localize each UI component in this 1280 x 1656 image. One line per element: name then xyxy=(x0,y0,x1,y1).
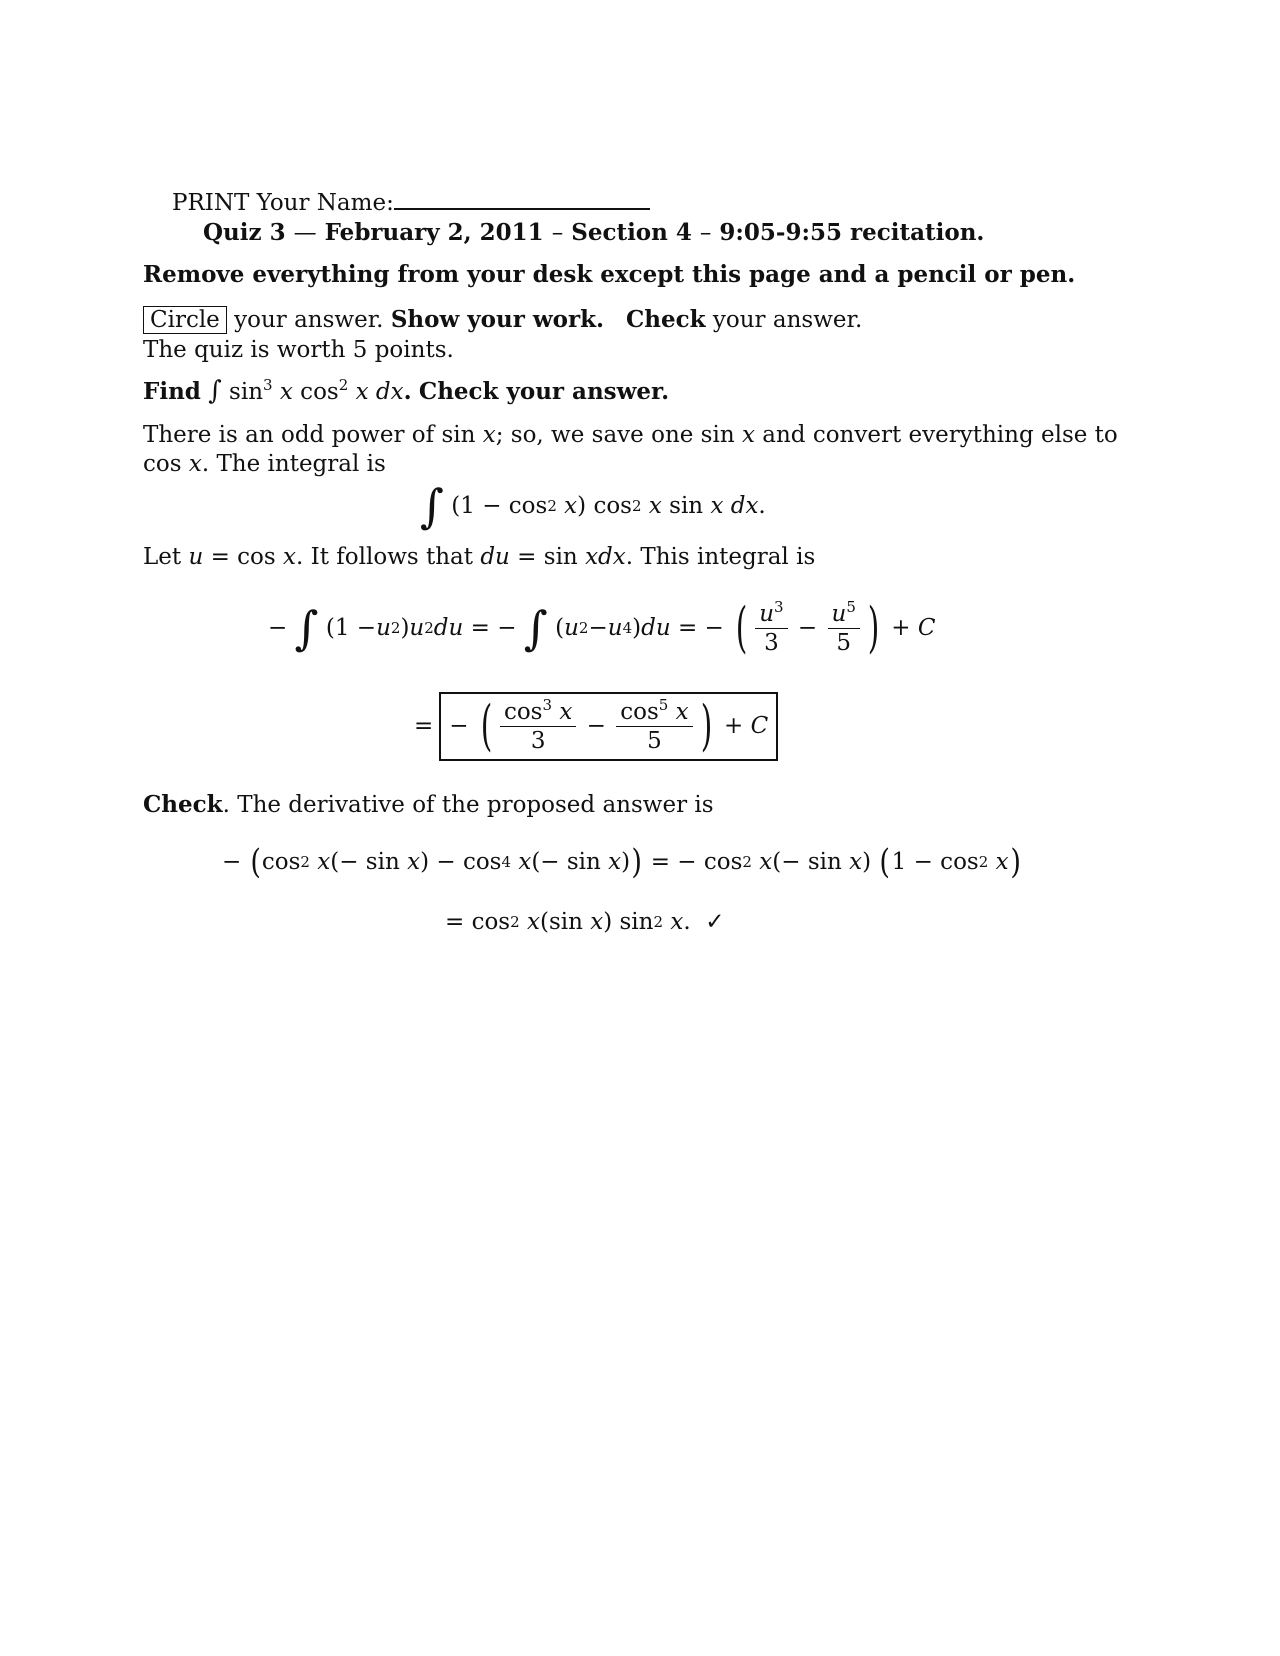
title-dash: – xyxy=(551,220,564,246)
check-answer-label: Check your answer. xyxy=(418,378,670,405)
quiz-title-line xyxy=(203,218,984,248)
equation-derivative-simplified: = cos 2 x (sin x ) sin 2 x . ✓ xyxy=(445,909,725,935)
solution-paragraph-line2: cos x. The integral is xyxy=(143,451,386,477)
instruction-text: your answer. xyxy=(705,307,863,333)
final-answer-row: = − ( $\frac{\cos^3 x}{3}$ − $\frac{\cos^5 x}{5}$ ) + C xyxy=(414,688,778,764)
quiz-title: Quiz 3 xyxy=(203,219,286,246)
quiz-section: Section 4 xyxy=(571,219,692,246)
find-label: Find xyxy=(143,378,201,405)
equation-substituted: − ∫ (1 − u 2 ) u 2 du = − ∫ ( u 2 − u 4 ) du = − ( $\frac{u^3}{3}$ − $\frac{u^5}{5}$ ) + C xyxy=(268,596,936,659)
instruction-text: your answer. xyxy=(226,307,391,333)
final-answer-box: − ( $\frac{\cos^3 x}{3}$ − $\frac{\cos^5 x}{5}$ ) + C xyxy=(439,692,778,761)
title-dash: — xyxy=(293,220,317,246)
answer-instructions xyxy=(143,305,862,335)
check-text: Check xyxy=(625,306,706,333)
show-work-text: Show your work. xyxy=(390,306,605,333)
name-blank-line[interactable] xyxy=(394,188,650,210)
checkmark-icon: ✓ xyxy=(705,909,725,935)
problem-integral: ∫ $\sin^3 x$ $\cos^2 x$ dx xyxy=(208,376,404,406)
check-heading: Check xyxy=(143,791,223,818)
points-note: The quiz is worth 5 points. xyxy=(143,337,454,363)
substitution-line: Let u = cos x. It follows that du = sin xdx. This integral is xyxy=(143,544,816,570)
quiz-date: February 2, 2011 xyxy=(324,219,544,246)
title-dash: – xyxy=(699,220,712,246)
equation-rewritten-integral: ∫ (1 − cos 2 x ) cos 2 x sin x dx . xyxy=(420,479,766,533)
circle-word-box: Circle xyxy=(143,306,227,334)
equation-derivative: − ( cos 2 x (− sin x ) − cos 4 x (− sin x ) ) = − cos 2 x (− sin x ) ( 1 − cos 2 x ) xyxy=(222,842,1021,882)
quiz-time: 9:05-9:55 recitation. xyxy=(719,219,985,246)
name-field-row xyxy=(172,188,650,218)
name-label: PRINT Your Name: xyxy=(172,190,394,216)
solution-paragraph-line1: There is an odd power of sin x; so, we save one sin x and convert everything else to xyxy=(143,422,1118,448)
remove-instruction: Remove everything from your desk except this page and a pencil or pen. xyxy=(143,261,1076,288)
problem-statement: Find ∫ $\sin^3 x$ $\cos^2 x$ dx. Check your answer. xyxy=(143,376,670,406)
check-paragraph: Check. The derivative of the proposed answer is xyxy=(143,791,714,818)
